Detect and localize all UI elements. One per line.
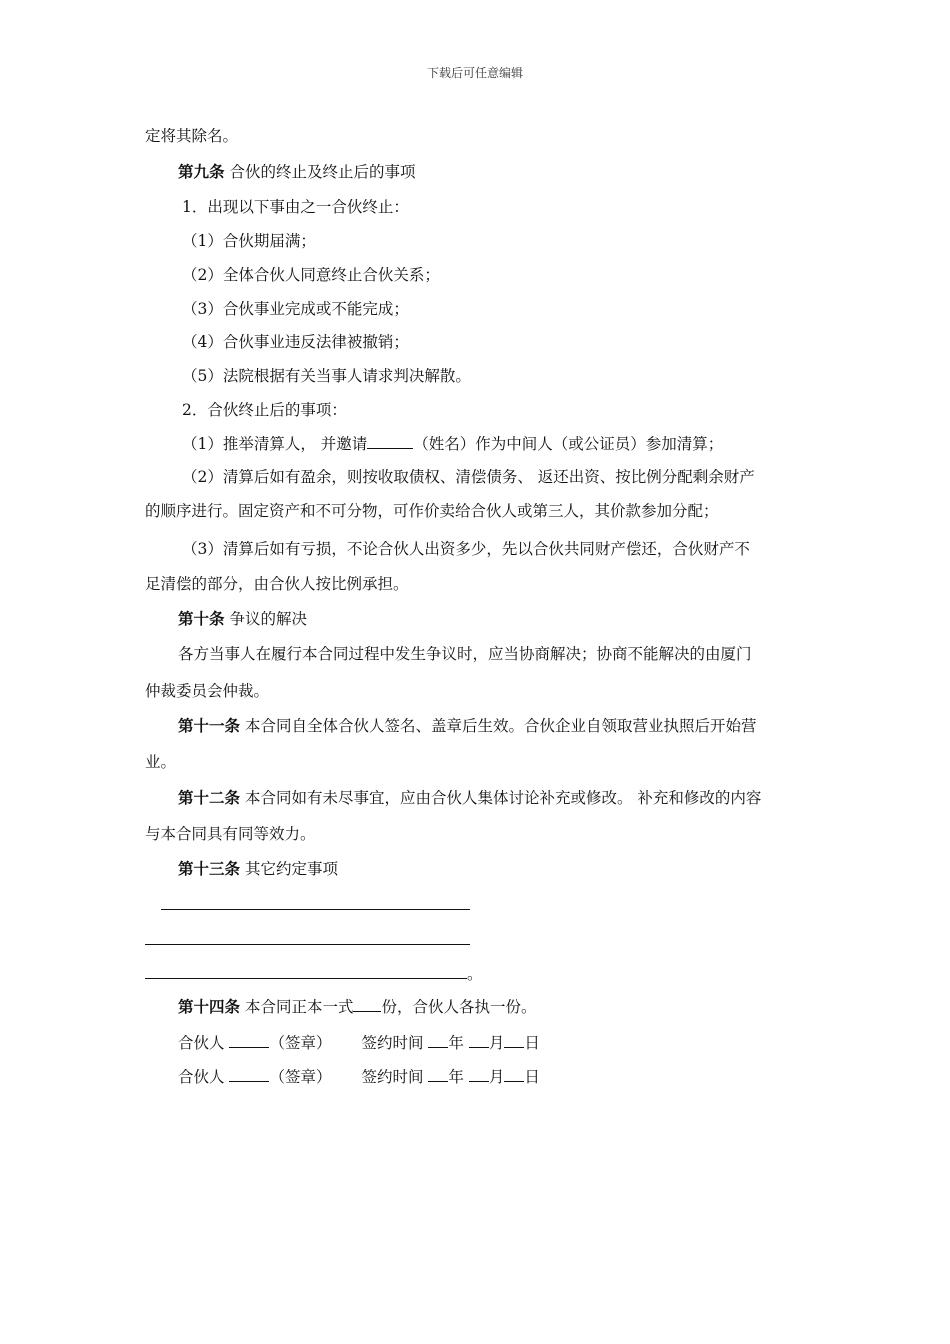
list-item-text: （姓名）作为中间人（或公证员）参加清算； — [413, 435, 724, 453]
party-label: 合伙人 — [178, 1034, 225, 1052]
article-title: 其它约定事项 — [244, 860, 338, 878]
article-text: 份，合伙人各执一份。 — [381, 998, 537, 1016]
signature-blank[interactable] — [229, 1033, 269, 1048]
article-13-title — [178, 859, 843, 879]
article-number: 第十二条 — [178, 789, 241, 807]
list-item-continuation: 足清偿的部分，由合伙人按比例承担。 — [145, 575, 409, 593]
list-item — [182, 434, 847, 454]
clause-9-2: 2．合伙终止后的事项： — [182, 401, 347, 419]
month-label: 月 — [488, 1068, 505, 1086]
date-label: 签约时间 — [361, 1034, 424, 1052]
month-label: 月 — [488, 1034, 505, 1052]
article-number: 第十四条 — [178, 998, 241, 1016]
seal-label: （签章） — [269, 1068, 332, 1086]
clause-9-1: 1．出现以下事由之一合伙终止： — [182, 198, 409, 216]
list-item-text: （2）清算后如有盈余，则按收取债权、清偿债务、 返还出资、按比例分配剩余财产 — [182, 468, 755, 486]
day-label: 日 — [524, 1068, 540, 1086]
party-label: 合伙人 — [178, 1068, 225, 1086]
signature-row — [178, 1033, 843, 1053]
month-blank[interactable] — [469, 1067, 489, 1082]
blank-line[interactable] — [161, 909, 470, 910]
copies-blank[interactable] — [353, 997, 381, 1012]
article-12 — [178, 788, 843, 808]
list-item-text: （1）推举清算人， 并邀请 — [182, 435, 368, 453]
year-label: 年 — [448, 1068, 464, 1086]
paragraph-continuation: 定将其除名。 — [145, 127, 239, 145]
list-item — [182, 539, 808, 559]
article-number: 第九条 — [178, 163, 225, 181]
signature-row — [178, 1067, 843, 1087]
article-number: 第十一条 — [178, 717, 241, 735]
seal-label: （签章） — [269, 1034, 332, 1052]
article-text: 本合同如有未尽事宜，应由合伙人集体讨论补充或修改。 补充和修改的内容 — [244, 789, 762, 807]
day-blank[interactable] — [504, 1067, 524, 1082]
signature-blank[interactable] — [229, 1067, 269, 1082]
list-item: （5）法院根据有关当事人请求判决解散。 — [182, 367, 471, 385]
list-item: （1）合伙期届满； — [182, 232, 316, 250]
article-title: 争议的解决 — [229, 610, 307, 628]
day-label: 日 — [524, 1034, 540, 1052]
article-14 — [178, 997, 843, 1017]
article-11 — [178, 716, 843, 736]
article-9-title — [178, 162, 843, 182]
list-item-continuation: 的顺序进行。固定资产和不可分物，可作价卖给合伙人或第三人，其价款参加分配； — [145, 502, 719, 520]
article-number: 第十条 — [178, 610, 225, 628]
page-header: 下载后可任意编辑 — [426, 66, 523, 80]
year-label: 年 — [448, 1034, 464, 1052]
list-item: （2）全体合伙人同意终止合伙关系； — [182, 266, 440, 284]
article-number: 第十三条 — [178, 860, 241, 878]
day-blank[interactable] — [504, 1033, 524, 1048]
article-11-continuation: 业。 — [145, 753, 177, 771]
year-blank[interactable] — [428, 1033, 448, 1048]
month-blank[interactable] — [469, 1033, 489, 1048]
article-10-body: 各方当事人在履行本合同过程中发生争议时，应当协商解决；协商不能解决的由厦门 — [178, 645, 752, 663]
article-text: 本合同自全体合伙人签名、盖章后生效。合伙企业自领取营业执照后开始营 — [244, 717, 757, 735]
list-item: （4）合伙事业违反法律被撤销； — [182, 333, 409, 351]
article-12-continuation: 与本合同具有同等效力。 — [145, 825, 316, 843]
article-text: 本合同正本一式 — [244, 998, 354, 1016]
year-blank[interactable] — [428, 1067, 448, 1082]
list-item — [182, 467, 808, 487]
end-mark: 。 — [467, 965, 483, 983]
article-10-body-continuation: 仲裁委员会仲裁。 — [145, 682, 270, 700]
blank-line[interactable] — [145, 944, 470, 945]
name-blank[interactable] — [367, 434, 413, 449]
list-item-text: （3）清算后如有亏损，不论合伙人出资多少，先以合伙共同财产偿还，合伙财产不 — [182, 540, 750, 558]
date-label: 签约时间 — [361, 1068, 424, 1086]
article-10-title — [178, 609, 843, 629]
article-title: 合伙的终止及终止后的事项 — [229, 163, 416, 181]
blank-line[interactable] — [145, 978, 467, 979]
list-item: （3）合伙事业完成或不能完成； — [182, 300, 409, 318]
